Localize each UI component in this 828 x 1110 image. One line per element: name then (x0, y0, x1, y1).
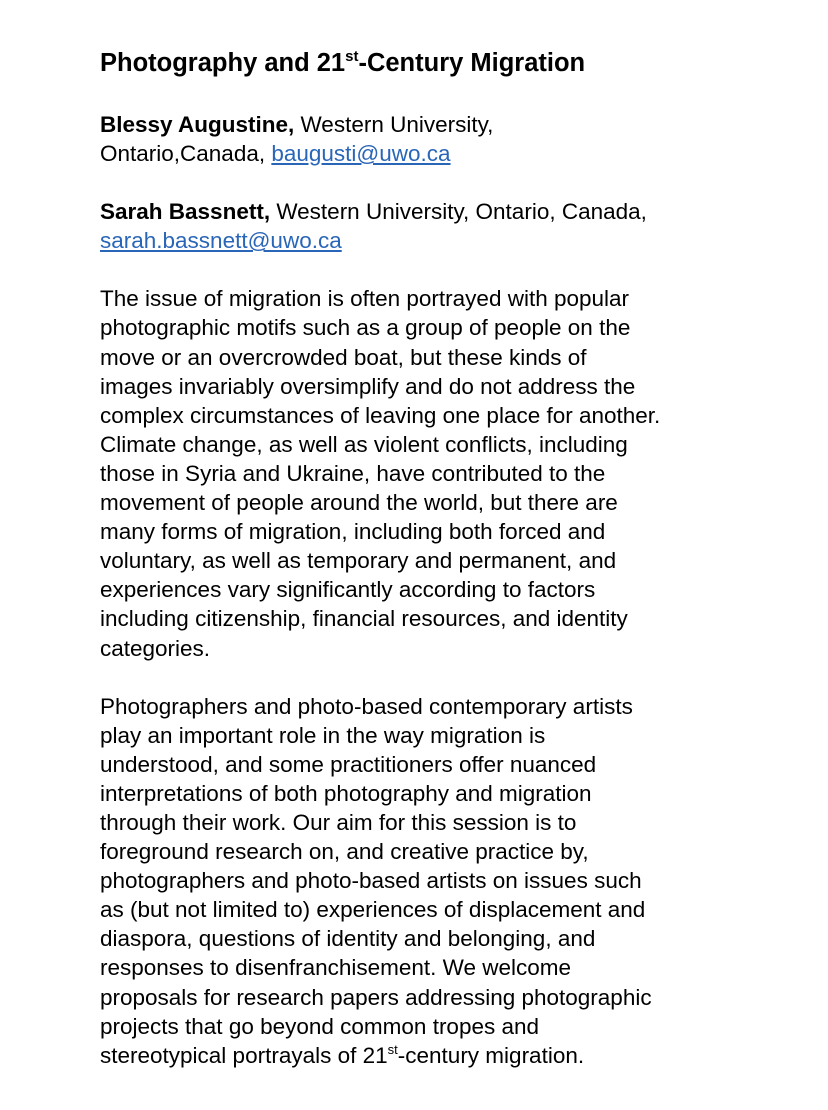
paragraph-line: interpretations of both photography and migration (100, 780, 592, 806)
paragraph-line: diaspora, questions of identity and belonging, and (100, 926, 596, 952)
paragraph-line: voluntary, as well as temporary and permanent, and (100, 548, 617, 574)
title-superscript: st (345, 48, 359, 65)
title-text-after: -Century Migration (358, 49, 586, 77)
paragraph-line: images invariably oversimplify and do not address the (100, 373, 636, 399)
paragraph-line: understood, and some practitioners offer nuanced (100, 751, 597, 777)
abstract-paragraph-1 (100, 284, 740, 662)
document-title (100, 44, 740, 82)
paragraph-line: complex circumstances of leaving one place for another. (100, 402, 661, 428)
paragraph-line: through their work. Our aim for this session is to (100, 809, 577, 835)
author-1-affiliation: Western University, (294, 112, 494, 137)
author-2-email-link[interactable]: sarah.bassnett@uwo.ca (100, 228, 342, 254)
author-1-line-1 (100, 110, 740, 139)
paragraph-line: including citizenship, financial resources, and identity (100, 606, 628, 632)
last-line-superscript: st (387, 1041, 398, 1057)
author-2-affiliation: Western University, Ontario, Canada, (270, 199, 647, 225)
paragraph-line: experiences vary significantly according to factors (100, 577, 596, 603)
author-1-location: Ontario,Canada, (100, 141, 272, 167)
paragraph-line: those in Syria and Ukraine, have contributed to the (100, 460, 606, 486)
author-2 (100, 197, 740, 255)
document-page (100, 44, 740, 1070)
author-2-name: Sarah Bassnett, (100, 199, 271, 225)
paragraph-line: as (but not limited to) experiences of displacement and (100, 897, 646, 923)
author-1-email-link[interactable]: baugusti@uwo.ca (271, 141, 451, 167)
abstract-paragraph-2 (100, 692, 740, 1070)
last-line-after: -century migration. (397, 1042, 585, 1068)
paragraph-line: projects that go beyond common tropes and (100, 1013, 540, 1039)
paragraph-line: movement of people around the world, but there are (100, 490, 618, 516)
paragraph-line: categories. (100, 635, 211, 661)
paragraph-line: Climate change, as well as violent conflicts, including (100, 431, 628, 457)
author-2-line-2 (100, 226, 740, 255)
paragraph-line: The issue of migration is often portrayed with popular (100, 286, 630, 312)
paragraph-line: photographers and photo-based artists on issues such (100, 868, 642, 894)
last-line-before: stereotypical portrayals of 21 (100, 1042, 388, 1068)
author-1-name: Blessy Augustine, (100, 112, 295, 137)
paragraph-line: many forms of migration, including both forced and (100, 519, 606, 545)
paragraph-line: proposals for research papers addressing photographic (100, 984, 652, 1010)
paragraph-line: responses to disenfranchisement. We welcome (100, 955, 572, 981)
paragraph-line: foreground research on, and creative practice by, (100, 839, 589, 865)
paragraph-line: Photographers and photo-based contemporary artists (100, 693, 633, 719)
author-2-line-1 (100, 197, 740, 226)
paragraph-line: play an important role in the way migration is (100, 722, 546, 748)
title-text-before: Photography and 21 (100, 49, 346, 77)
paragraph-line: move or an overcrowded boat, but these kinds of (100, 344, 587, 370)
author-1 (100, 110, 740, 168)
author-1-line-2 (100, 139, 740, 168)
paragraph-last-line (100, 1041, 740, 1070)
paragraph-line: photographic motifs such as a group of people on the (100, 315, 631, 341)
